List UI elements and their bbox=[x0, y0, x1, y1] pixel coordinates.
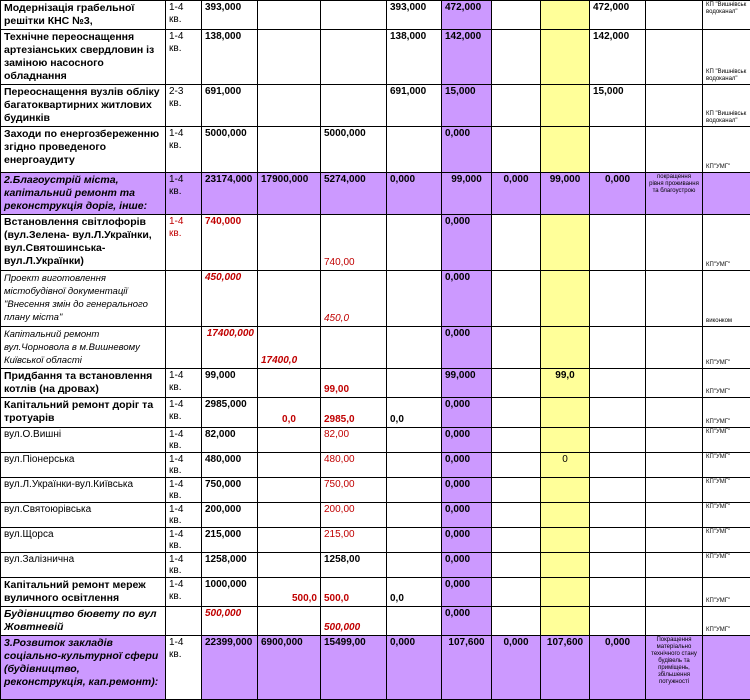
row-c6: 107,600 bbox=[442, 636, 492, 700]
row-c7 bbox=[492, 453, 541, 478]
row-c4: 82,00 bbox=[321, 428, 387, 453]
row-c7 bbox=[492, 127, 541, 173]
table-row bbox=[1, 578, 750, 607]
row-c3 bbox=[258, 503, 321, 528]
row-c7 bbox=[492, 553, 541, 578]
row-c7 bbox=[492, 1, 541, 30]
row-c9 bbox=[590, 127, 646, 173]
row-c9 bbox=[590, 607, 646, 636]
section-row bbox=[1, 173, 750, 215]
row-c7 bbox=[492, 327, 541, 369]
row-total: 740,000 bbox=[202, 215, 258, 271]
row-total: 138,000 bbox=[202, 30, 258, 85]
row-total: 22399,000 bbox=[202, 636, 258, 700]
row-note bbox=[646, 478, 703, 503]
row-c4: 480,00 bbox=[321, 453, 387, 478]
row-c3 bbox=[258, 85, 321, 127]
row-period: 1-4 кв. bbox=[166, 453, 202, 478]
row-exec: КП "Вишнівськ водоканал" bbox=[703, 30, 750, 85]
row-total: 2985,000 bbox=[202, 398, 258, 428]
row-c6: 0,000 bbox=[442, 453, 492, 478]
row-c4: 2985,0 bbox=[321, 398, 387, 428]
row-c6: 0,000 bbox=[442, 428, 492, 453]
row-name: Капітальний ремонт доріг та тротуарів bbox=[1, 398, 166, 428]
row-c8: 107,600 bbox=[541, 636, 590, 700]
row-c3 bbox=[258, 607, 321, 636]
row-c6: 0,000 bbox=[442, 553, 492, 578]
row-exec: КП"УМГ" bbox=[703, 215, 750, 271]
row-total: 393,000 bbox=[202, 1, 258, 30]
row-c8 bbox=[541, 528, 590, 553]
row-c8 bbox=[541, 478, 590, 503]
row-c3 bbox=[258, 127, 321, 173]
table-row bbox=[1, 553, 750, 578]
row-exec: КП"УМГ" bbox=[703, 369, 750, 398]
row-total: 17400,000 bbox=[202, 327, 258, 369]
row-exec: КП"УМГ" bbox=[703, 127, 750, 173]
row-exec: КП"УМГ" bbox=[703, 428, 750, 453]
row-c7 bbox=[492, 369, 541, 398]
row-c7 bbox=[492, 503, 541, 528]
row-c8 bbox=[541, 578, 590, 607]
table-row bbox=[1, 428, 750, 453]
row-c8 bbox=[541, 607, 590, 636]
row-name: вул.Піонерська bbox=[1, 453, 166, 478]
table-row bbox=[1, 127, 750, 173]
row-c5: 691,000 bbox=[387, 85, 442, 127]
row-c4: 500,000 bbox=[321, 607, 387, 636]
row-total: 82,000 bbox=[202, 428, 258, 453]
row-exec bbox=[703, 636, 750, 700]
row-c5: 0,000 bbox=[387, 636, 442, 700]
row-c6: 472,000 bbox=[442, 1, 492, 30]
row-c7 bbox=[492, 607, 541, 636]
row-name: вул.О.Вишні bbox=[1, 428, 166, 453]
row-c5: 393,000 bbox=[387, 1, 442, 30]
row-note bbox=[646, 553, 703, 578]
row-c3 bbox=[258, 428, 321, 453]
row-c4: 750,00 bbox=[321, 478, 387, 503]
row-c8 bbox=[541, 271, 590, 327]
row-period: 1-4 кв. bbox=[166, 173, 202, 215]
row-c9 bbox=[590, 398, 646, 428]
section-title: 2.Благоустрій міста, капітальний ремонт та реконструкція доріг, інше: bbox=[1, 173, 166, 215]
row-c6: 0,000 bbox=[442, 327, 492, 369]
row-c4: 15499,00 bbox=[321, 636, 387, 700]
table-row bbox=[1, 607, 750, 636]
row-total: 23174,000 bbox=[202, 173, 258, 215]
row-note bbox=[646, 453, 703, 478]
row-note bbox=[646, 30, 703, 85]
row-c8: 0 bbox=[541, 453, 590, 478]
row-c7 bbox=[492, 398, 541, 428]
row-c5 bbox=[387, 428, 442, 453]
table-row bbox=[1, 85, 750, 127]
row-name: Модернізація грабельної решітки КНС №3, bbox=[1, 1, 166, 30]
row-c5 bbox=[387, 215, 442, 271]
row-c6: 0,000 bbox=[442, 398, 492, 428]
row-c5 bbox=[387, 271, 442, 327]
row-c5: 0,000 bbox=[387, 173, 442, 215]
row-c9 bbox=[590, 453, 646, 478]
row-c4: 5000,000 bbox=[321, 127, 387, 173]
row-c4 bbox=[321, 85, 387, 127]
row-c5 bbox=[387, 478, 442, 503]
row-c9: 472,000 bbox=[590, 1, 646, 30]
row-period: 1-4 кв. bbox=[166, 369, 202, 398]
row-c7 bbox=[492, 578, 541, 607]
row-period bbox=[166, 327, 202, 369]
row-c4: 450,0 bbox=[321, 271, 387, 327]
row-c8: 99,0 bbox=[541, 369, 590, 398]
row-period: 1-4 кв. bbox=[166, 478, 202, 503]
row-c5: 0,0 bbox=[387, 398, 442, 428]
row-c9 bbox=[590, 271, 646, 327]
row-c3: 6900,000 bbox=[258, 636, 321, 700]
row-c9 bbox=[590, 578, 646, 607]
row-c7: 0,000 bbox=[492, 636, 541, 700]
row-note bbox=[646, 85, 703, 127]
row-c3: 0,0 bbox=[258, 398, 321, 428]
row-c4: 215,00 bbox=[321, 528, 387, 553]
table-row bbox=[1, 215, 750, 271]
row-period: 1-4 кв. bbox=[166, 428, 202, 453]
row-c9: 142,000 bbox=[590, 30, 646, 85]
row-exec: КП"УМГ" bbox=[703, 478, 750, 503]
row-period: 1-4 кв. bbox=[166, 398, 202, 428]
row-note: покращення рівня проживання та благоустрою bbox=[646, 173, 703, 215]
row-exec: КП"УМГ" bbox=[703, 607, 750, 636]
row-name: Переоснащення вузлів обліку багатоквартирних житлових будинків bbox=[1, 85, 166, 127]
row-c3 bbox=[258, 215, 321, 271]
row-exec: КП "Вишнівськ водоканал" bbox=[703, 1, 750, 30]
row-period: 1-4 кв. bbox=[166, 553, 202, 578]
row-period: 2-3 кв. bbox=[166, 85, 202, 127]
row-period: 1-4 кв. bbox=[166, 503, 202, 528]
row-note bbox=[646, 369, 703, 398]
row-c5: 0,0 bbox=[387, 578, 442, 607]
row-total: 480,000 bbox=[202, 453, 258, 478]
row-c9 bbox=[590, 369, 646, 398]
row-total: 200,000 bbox=[202, 503, 258, 528]
row-c7 bbox=[492, 85, 541, 127]
row-c4: 5274,000 bbox=[321, 173, 387, 215]
row-c9 bbox=[590, 428, 646, 453]
row-c9 bbox=[590, 478, 646, 503]
row-c6: 142,000 bbox=[442, 30, 492, 85]
row-c4 bbox=[321, 327, 387, 369]
row-name: Проект виготовлення містобудівної документації "Внесення змін до генерального плану міста" bbox=[1, 271, 166, 327]
row-c3 bbox=[258, 30, 321, 85]
row-name: вул.Щорса bbox=[1, 528, 166, 553]
row-c9 bbox=[590, 528, 646, 553]
row-note bbox=[646, 215, 703, 271]
row-c7 bbox=[492, 215, 541, 271]
section-row bbox=[1, 636, 750, 700]
table-row bbox=[1, 478, 750, 503]
row-c3 bbox=[258, 453, 321, 478]
table-row bbox=[1, 369, 750, 398]
section-title: 3.Розвиток закладів соціально-культурної сфери (будівництво, реконструкція, кап.ремонт): bbox=[1, 636, 166, 700]
row-note bbox=[646, 503, 703, 528]
row-name: Встановлення світлофорів (вул.Зелена- вул.Л.Українки, вул.Святошинська-вул.Л.Українки) bbox=[1, 215, 166, 271]
row-note bbox=[646, 327, 703, 369]
row-exec: КП"УМГ" bbox=[703, 327, 750, 369]
row-exec: виконком bbox=[703, 271, 750, 327]
row-c3 bbox=[258, 478, 321, 503]
row-c5 bbox=[387, 528, 442, 553]
row-c6: 0,000 bbox=[442, 503, 492, 528]
row-total: 450,000 bbox=[202, 271, 258, 327]
row-exec: КП"УМГ" bbox=[703, 398, 750, 428]
row-c7 bbox=[492, 30, 541, 85]
row-note bbox=[646, 1, 703, 30]
row-c8 bbox=[541, 85, 590, 127]
table-row bbox=[1, 503, 750, 528]
row-c4: 500,0 bbox=[321, 578, 387, 607]
row-c7 bbox=[492, 478, 541, 503]
row-total: 5000,000 bbox=[202, 127, 258, 173]
row-c9: 15,000 bbox=[590, 85, 646, 127]
row-c9: 0,000 bbox=[590, 636, 646, 700]
row-c6: 0,000 bbox=[442, 528, 492, 553]
row-name: вул.Залізнична bbox=[1, 553, 166, 578]
row-c8: 99,000 bbox=[541, 173, 590, 215]
row-c3: 500,0 bbox=[258, 578, 321, 607]
row-c6: 99,000 bbox=[442, 173, 492, 215]
row-c7 bbox=[492, 428, 541, 453]
row-note: Покращення матеріально технічного стану будівель та приміщень, збільшення потужності bbox=[646, 636, 703, 700]
table-row bbox=[1, 528, 750, 553]
row-c3: 17900,000 bbox=[258, 173, 321, 215]
row-c4: 200,00 bbox=[321, 503, 387, 528]
row-name: Технічне переоснащення артезіанських свердловин із заміною насосного обладнання bbox=[1, 30, 166, 85]
row-c4 bbox=[321, 1, 387, 30]
row-total: 500,000 bbox=[202, 607, 258, 636]
row-exec: КП"УМГ" bbox=[703, 453, 750, 478]
table-row bbox=[1, 453, 750, 478]
row-name: вул.Святоюрівська bbox=[1, 503, 166, 528]
row-total: 1000,000 bbox=[202, 578, 258, 607]
row-c3 bbox=[258, 528, 321, 553]
row-c4: 740,00 bbox=[321, 215, 387, 271]
row-c9 bbox=[590, 553, 646, 578]
row-note bbox=[646, 528, 703, 553]
row-total: 215,000 bbox=[202, 528, 258, 553]
row-c6: 0,000 bbox=[442, 215, 492, 271]
row-name: Капітальний ремонт мереж вуличного освітлення bbox=[1, 578, 166, 607]
row-c4: 1258,00 bbox=[321, 553, 387, 578]
row-c5 bbox=[387, 369, 442, 398]
row-c6: 0,000 bbox=[442, 478, 492, 503]
row-c9 bbox=[590, 503, 646, 528]
row-period: 1-4 кв. bbox=[166, 1, 202, 30]
row-c6: 0,000 bbox=[442, 578, 492, 607]
row-period: 1-4 кв. bbox=[166, 528, 202, 553]
row-name: Придбання та встановлення котлів (на дровах) bbox=[1, 369, 166, 398]
row-note bbox=[646, 428, 703, 453]
row-c3: 17400,0 bbox=[258, 327, 321, 369]
row-name: Капітальний ремонт вул.Чорновола в м.Вишневому Київської області bbox=[1, 327, 166, 369]
row-note bbox=[646, 398, 703, 428]
row-period: 1-4 кв. bbox=[166, 636, 202, 700]
row-exec: КП"УМГ" bbox=[703, 528, 750, 553]
row-c6: 99,000 bbox=[442, 369, 492, 398]
row-period bbox=[166, 607, 202, 636]
row-total: 1258,000 bbox=[202, 553, 258, 578]
row-name: Будівництво бювету по вул Жовтневій bbox=[1, 607, 166, 636]
row-name: Заходи по енергозбереженню згідно проведеного енергоаудиту bbox=[1, 127, 166, 173]
row-period: 1-4 кв. bbox=[166, 30, 202, 85]
row-c5: 138,000 bbox=[387, 30, 442, 85]
row-exec: КП"УМГ" bbox=[703, 553, 750, 578]
row-total: 750,000 bbox=[202, 478, 258, 503]
row-c9: 0,000 bbox=[590, 173, 646, 215]
table-row bbox=[1, 30, 750, 85]
row-c8 bbox=[541, 30, 590, 85]
table-row bbox=[1, 398, 750, 428]
row-c5 bbox=[387, 553, 442, 578]
row-c9 bbox=[590, 215, 646, 271]
row-c8 bbox=[541, 215, 590, 271]
row-name: вул.Л.Українки-вул.Київська bbox=[1, 478, 166, 503]
row-c8 bbox=[541, 553, 590, 578]
row-exec: КП"УМГ" bbox=[703, 503, 750, 528]
row-period: 1-4 кв. bbox=[166, 578, 202, 607]
row-c8 bbox=[541, 127, 590, 173]
row-c6: 15,000 bbox=[442, 85, 492, 127]
row-c9 bbox=[590, 327, 646, 369]
row-c3 bbox=[258, 1, 321, 30]
row-c8 bbox=[541, 398, 590, 428]
row-c8 bbox=[541, 428, 590, 453]
row-total: 99,000 bbox=[202, 369, 258, 398]
row-c3 bbox=[258, 369, 321, 398]
row-c5 bbox=[387, 453, 442, 478]
row-period: 1-4 кв. bbox=[166, 215, 202, 271]
row-exec: КП"УМГ" bbox=[703, 578, 750, 607]
row-c7: 0,000 bbox=[492, 173, 541, 215]
row-note bbox=[646, 271, 703, 327]
table-row bbox=[1, 1, 750, 30]
row-c8 bbox=[541, 327, 590, 369]
row-period bbox=[166, 271, 202, 327]
row-c3 bbox=[258, 553, 321, 578]
row-note bbox=[646, 607, 703, 636]
row-c6: 0,000 bbox=[442, 607, 492, 636]
row-c4 bbox=[321, 30, 387, 85]
row-c5 bbox=[387, 127, 442, 173]
row-note bbox=[646, 578, 703, 607]
row-c8 bbox=[541, 1, 590, 30]
row-c3 bbox=[258, 271, 321, 327]
row-period: 1-4 кв. bbox=[166, 127, 202, 173]
row-c7 bbox=[492, 528, 541, 553]
row-exec: КП "Вишнівськ водоканал" bbox=[703, 85, 750, 127]
row-note bbox=[646, 127, 703, 173]
row-total: 691,000 bbox=[202, 85, 258, 127]
row-c5 bbox=[387, 327, 442, 369]
row-c6: 0,000 bbox=[442, 271, 492, 327]
row-c6: 0,000 bbox=[442, 127, 492, 173]
row-c7 bbox=[492, 271, 541, 327]
row-exec bbox=[703, 173, 750, 215]
row-c5 bbox=[387, 607, 442, 636]
row-c8 bbox=[541, 503, 590, 528]
table-row bbox=[1, 271, 750, 327]
table-row bbox=[1, 327, 750, 369]
row-c5 bbox=[387, 503, 442, 528]
row-c4: 99,00 bbox=[321, 369, 387, 398]
